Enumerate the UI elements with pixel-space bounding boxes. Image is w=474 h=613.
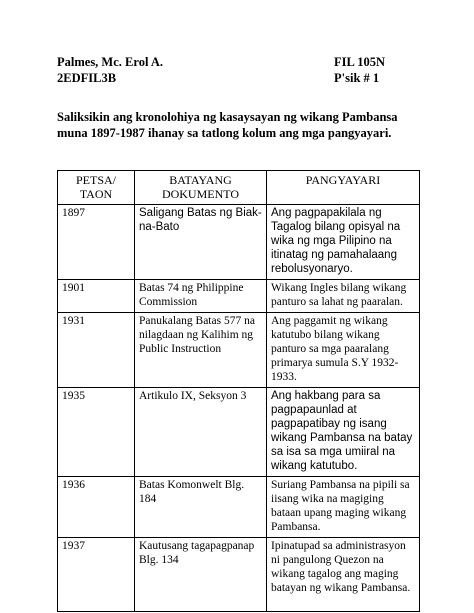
cell-year: 1937 [58, 538, 135, 612]
table-row [58, 388, 420, 477]
instruction-text: Saliksikin ang kronolohiya ng kasaysayan ng wikang Pambansa muna 1897-1987 ihanay sa tatlong kolum ang mga pangyayari. [57, 110, 398, 140]
cell-event: Ang hakbang para sa pagpapaunlad at pagpapatibay ng isang wikang Pambansa na batay sa isa sa mga umiiral na wikang katutubo. [267, 388, 420, 477]
table-header-row [58, 171, 420, 205]
cell-document: Kautusang tagapagpanap Blg. 134 [135, 538, 267, 612]
cell-document: Artikulo IX, Seksyon 3 [135, 388, 267, 477]
table-row [58, 313, 420, 388]
table-row [58, 538, 420, 612]
cell-document: Saligang Batas ng Biak-na-Bato [135, 205, 267, 280]
table-row [58, 280, 420, 313]
table-row [58, 477, 420, 538]
cell-year: 1901 [58, 280, 135, 313]
student-name: Palmes, Mc. Erol A. [57, 55, 163, 69]
cell-event: Ang paggamit ng wikang katutubo bilang wikang panturo sa mga paaralang primarya sumula S.Y 1932-1933. [267, 313, 420, 388]
cell-document: Panukalang Batas 577 na nilagdaan ng Kalihim ng Public Instruction [135, 313, 267, 388]
cell-year: 1935 [58, 388, 135, 477]
cell-year: 1936 [58, 477, 135, 538]
cell-year: 1897 [58, 205, 135, 280]
cell-event: Suriang Pambansa na pipili sa iisang wika na magiging bataan upang maging wikang Pambansa. [267, 477, 420, 538]
chronology-table [57, 170, 420, 612]
cell-event: Wikang Ingles bilang wikang panturo sa lahat ng paaralan. [267, 280, 420, 313]
cell-document: Batas Komonwelt Blg. 184 [135, 477, 267, 538]
table-row [58, 205, 420, 280]
cell-event: Ang pagpapakilala ng Tagalog bilang opisyal na wika ng mga Pilipino na itinatag ng pamahalaang rebolusyonaryo. [267, 205, 420, 280]
header-document: BATAYANG DOKUMENTO [135, 171, 267, 205]
cell-document: Batas 74 ng Philippine Commission [135, 280, 267, 313]
header-event: PANGYAYARI [267, 171, 420, 205]
student-section: 2EDFIL3B [57, 71, 117, 85]
course-code: FIL 105N [334, 55, 386, 69]
cell-year: 1931 [58, 313, 135, 388]
assignment-number: P'sik # 1 [334, 71, 380, 85]
cell-event: Ipinatupad sa administrasyon ni pangulong Quezon na wikang tagalog ang maging batayan ng wikang Pambansa. [267, 538, 420, 612]
header-year: PETSA/ TAON [58, 171, 135, 205]
